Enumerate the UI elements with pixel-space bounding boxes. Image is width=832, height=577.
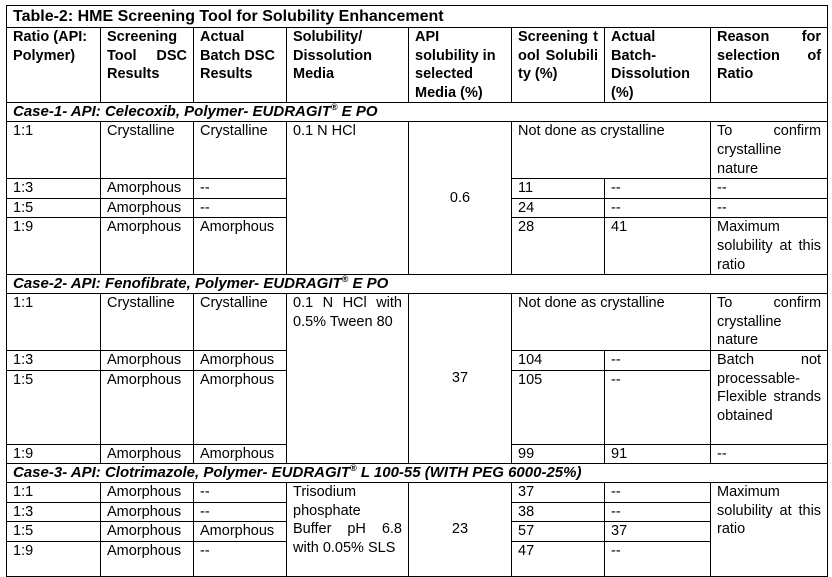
cell-batch-dissolution: --: [605, 179, 711, 199]
header-batch-dissolution: Actual Batch-Dissolution (%): [605, 28, 711, 103]
header-ratio: Ratio (API: Polymer): [7, 28, 101, 103]
cell-screening-solubility: 105: [512, 370, 605, 444]
cell-reason: Batch not processable-Flexible strands obtained: [711, 350, 828, 444]
cell-batch-dsc: --: [194, 483, 287, 503]
cell-batch-dissolution: --: [605, 370, 711, 444]
case-1-label: Case-1- API: Celecoxib, Polymer- EUDRAGIT® E PO: [7, 103, 828, 122]
cell-batch-dissolution: --: [605, 541, 711, 576]
cell-ratio: 1:3: [7, 179, 101, 199]
cell-ratio: 1:5: [7, 370, 101, 444]
cell-screening-solubility: 24: [512, 198, 605, 218]
cell-screening-dsc: Amorphous: [101, 502, 194, 522]
cell-batch-dissolution: 41: [605, 218, 711, 275]
header-row: [7, 28, 828, 103]
cell-batch-dissolution: --: [605, 350, 711, 370]
cell-screening-dsc: Amorphous: [101, 444, 194, 464]
cell-reason: --: [711, 444, 828, 464]
cell-screening-dsc: Amorphous: [101, 350, 194, 370]
table-title: Table-2: HME Screening Tool for Solubility Enhancement: [7, 6, 828, 28]
table-row: [7, 483, 828, 503]
cell-api-solubility: 37: [409, 294, 512, 464]
cell-media: Trisodium phosphate Buffer pH 6.8 with 0.05% SLS: [287, 483, 409, 577]
cell-ratio: 1:3: [7, 350, 101, 370]
cell-reason: --: [711, 179, 828, 199]
cell-ratio: 1:9: [7, 444, 101, 464]
cell-batch-dsc: Crystalline: [194, 122, 287, 179]
cell-screening-dsc: Amorphous: [101, 370, 194, 444]
cell-screening-dsc: Amorphous: [101, 483, 194, 503]
cell-reason: Maximum solubility at this ratio: [711, 218, 828, 275]
cell-screening-solubility: 104: [512, 350, 605, 370]
cell-api-solubility: 23: [409, 483, 512, 577]
screening-table: [6, 5, 828, 577]
header-media: Solubility/ Dissolution Media: [287, 28, 409, 103]
cell-screening-dsc: Amorphous: [101, 218, 194, 275]
cell-reason: Maximum solubility at this ratio: [711, 483, 828, 577]
cell-media: 0.1 N HCl with 0.5% Tween 80: [287, 294, 409, 464]
cell-batch-dsc: Amorphous: [194, 370, 287, 444]
cell-batch-dsc: Amorphous: [194, 350, 287, 370]
header-api-solubility: API solubility in selected Media (%): [409, 28, 512, 103]
case-2-label: Case-2- API: Fenofibrate, Polymer- EUDRAGIT® E PO: [7, 275, 828, 294]
cell-reason: To confirm crystalline nature: [711, 294, 828, 351]
cell-media: 0.1 N HCl: [287, 122, 409, 275]
cell-batch-dissolution: 91: [605, 444, 711, 464]
cell-ratio: 1:1: [7, 483, 101, 503]
cell-ratio: 1:5: [7, 198, 101, 218]
cell-ratio: 1:9: [7, 541, 101, 576]
cell-reason: To confirm crystalline nature: [711, 122, 828, 179]
cell-screening-solubility: Not done as crystalline: [512, 122, 711, 179]
cell-batch-dsc: --: [194, 179, 287, 199]
cell-screening-solubility: 11: [512, 179, 605, 199]
cell-screening-solubility: 37: [512, 483, 605, 503]
cell-ratio: 1:3: [7, 502, 101, 522]
cell-ratio: 1:5: [7, 522, 101, 542]
case-3-label: Case-3- API: Clotrimazole, Polymer- EUDRAGIT® L 100-55 (WITH PEG 6000-25%): [7, 464, 828, 483]
cell-batch-dsc: --: [194, 198, 287, 218]
cell-screening-solubility: 57: [512, 522, 605, 542]
cell-reason: --: [711, 198, 828, 218]
cell-screening-solubility: 47: [512, 541, 605, 576]
cell-batch-dissolution: --: [605, 502, 711, 522]
cell-ratio: 1:9: [7, 218, 101, 275]
cell-ratio: 1:1: [7, 294, 101, 351]
cell-batch-dsc: --: [194, 541, 287, 576]
cell-screening-dsc: Amorphous: [101, 541, 194, 576]
cell-batch-dsc: --: [194, 502, 287, 522]
table-row: [7, 122, 828, 179]
cell-batch-dsc: Amorphous: [194, 444, 287, 464]
cell-batch-dsc: Amorphous: [194, 522, 287, 542]
cell-screening-dsc: Amorphous: [101, 198, 194, 218]
cell-screening-solubility: Not done as crystalline: [512, 294, 711, 351]
header-batch-dsc: Actual Batch DSC Results: [194, 28, 287, 103]
cell-screening-solubility: 99: [512, 444, 605, 464]
cell-ratio: 1:1: [7, 122, 101, 179]
cell-screening-solubility: 38: [512, 502, 605, 522]
cell-batch-dissolution: --: [605, 483, 711, 503]
cell-batch-dsc: Crystalline: [194, 294, 287, 351]
cell-screening-dsc: Crystalline: [101, 122, 194, 179]
header-screening-solubility: Screening tool Solubility (%): [512, 28, 605, 103]
cell-screening-dsc: Amorphous: [101, 522, 194, 542]
header-screening-dsc: Screening Tool DSC Results: [101, 28, 194, 103]
cell-api-solubility: 0.6: [409, 122, 512, 275]
cell-batch-dissolution: 37: [605, 522, 711, 542]
table-row: [7, 294, 828, 351]
cell-screening-dsc: Crystalline: [101, 294, 194, 351]
header-reason: Reason for selection of Ratio: [711, 28, 828, 103]
cell-screening-solubility: 28: [512, 218, 605, 275]
cell-screening-dsc: Amorphous: [101, 179, 194, 199]
cell-batch-dissolution: --: [605, 198, 711, 218]
cell-batch-dsc: Amorphous: [194, 218, 287, 275]
